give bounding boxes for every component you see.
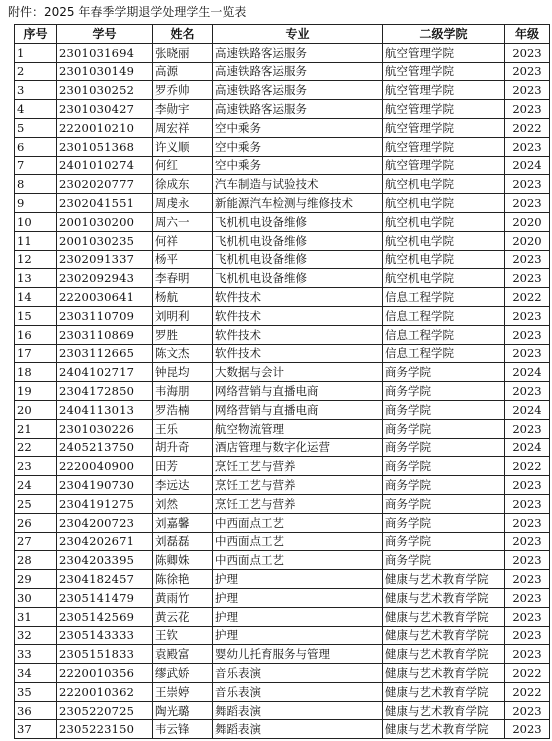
cell-major: 高速铁路客运服务 (213, 43, 383, 62)
cell-college: 航空机电学院 (383, 212, 505, 231)
cell-student-id: 2220030641 (57, 288, 153, 307)
cell-major: 烹饪工艺与营养 (213, 494, 383, 513)
cell-name: 高源 (153, 62, 213, 81)
cell-student-id: 2301051368 (57, 137, 153, 156)
cell-name: 罗胜 (153, 325, 213, 344)
cell-college: 信息工程学院 (383, 325, 505, 344)
cell-college: 健康与艺术教育学院 (383, 645, 505, 664)
cell-name: 袁殿富 (153, 645, 213, 664)
cell-name: 罗乔帅 (153, 81, 213, 100)
cell-name: 何红 (153, 156, 213, 175)
cell-grade: 2023 (505, 100, 550, 119)
table-row (15, 494, 550, 513)
cell-student-id: 2405213750 (57, 438, 153, 457)
cell-college: 商务学院 (383, 438, 505, 457)
cell-seq: 28 (15, 551, 57, 570)
cell-grade: 2024 (505, 156, 550, 175)
cell-major: 软件技术 (213, 344, 383, 363)
cell-student-id: 2304191275 (57, 494, 153, 513)
cell-grade: 2023 (505, 382, 550, 401)
cell-college: 航空机电学院 (383, 175, 505, 194)
cell-grade: 2023 (505, 175, 550, 194)
cell-college: 信息工程学院 (383, 344, 505, 363)
cell-college: 航空机电学院 (383, 269, 505, 288)
cell-grade: 2023 (505, 325, 550, 344)
cell-college: 健康与艺术教育学院 (383, 701, 505, 720)
cell-seq: 33 (15, 645, 57, 664)
cell-grade: 2023 (505, 607, 550, 626)
cell-seq: 19 (15, 382, 57, 401)
table-row (15, 137, 550, 156)
cell-major: 护理 (213, 626, 383, 645)
table-row (15, 626, 550, 645)
cell-college: 商务学院 (383, 476, 505, 495)
table-row (15, 664, 550, 683)
cell-student-id: 2305141479 (57, 588, 153, 607)
cell-college: 航空管理学院 (383, 118, 505, 137)
cell-college: 航空机电学院 (383, 231, 505, 250)
cell-name: 王钦 (153, 626, 213, 645)
cell-seq: 5 (15, 118, 57, 137)
cell-grade: 2022 (505, 118, 550, 137)
cell-grade: 2023 (505, 645, 550, 664)
table-body (15, 43, 550, 738)
cell-seq: 18 (15, 363, 57, 382)
table-row (15, 118, 550, 137)
cell-grade: 2023 (505, 250, 550, 269)
cell-seq: 6 (15, 137, 57, 156)
cell-seq: 2 (15, 62, 57, 81)
cell-grade: 2023 (505, 551, 550, 570)
table-row (15, 682, 550, 701)
header-grade: 年级 (505, 25, 550, 44)
cell-seq: 20 (15, 400, 57, 419)
cell-major: 大数据与会计 (213, 363, 383, 382)
cell-college: 航空管理学院 (383, 137, 505, 156)
table-row (15, 645, 550, 664)
table-row (15, 363, 550, 382)
table-row (15, 701, 550, 720)
cell-name: 陈卿姝 (153, 551, 213, 570)
cell-seq: 16 (15, 325, 57, 344)
cell-student-id: 2220010356 (57, 664, 153, 683)
table-row (15, 551, 550, 570)
cell-major: 烹饪工艺与营养 (213, 457, 383, 476)
header-major: 专业 (213, 25, 383, 44)
cell-seq: 4 (15, 100, 57, 119)
cell-grade: 2022 (505, 664, 550, 683)
cell-name: 刘然 (153, 494, 213, 513)
cell-student-id: 2401010274 (57, 156, 153, 175)
cell-name: 陈徐艳 (153, 570, 213, 589)
cell-major: 空中乘务 (213, 137, 383, 156)
cell-college: 健康与艺术教育学院 (383, 570, 505, 589)
cell-college: 商务学院 (383, 419, 505, 438)
cell-major: 飞机机电设备维修 (213, 250, 383, 269)
cell-college: 航空管理学院 (383, 43, 505, 62)
cell-student-id: 2305151833 (57, 645, 153, 664)
cell-grade: 2023 (505, 720, 550, 739)
cell-student-id: 2304202671 (57, 532, 153, 551)
cell-college: 商务学院 (383, 400, 505, 419)
cell-name: 刘嘉馨 (153, 513, 213, 532)
cell-college: 健康与艺术教育学院 (383, 720, 505, 739)
cell-major: 舞蹈表演 (213, 720, 383, 739)
table-row (15, 382, 550, 401)
cell-name: 周虔永 (153, 194, 213, 213)
cell-college: 商务学院 (383, 457, 505, 476)
cell-college: 商务学院 (383, 363, 505, 382)
cell-major: 中西面点工艺 (213, 551, 383, 570)
table-row (15, 344, 550, 363)
cell-seq: 9 (15, 194, 57, 213)
cell-major: 软件技术 (213, 325, 383, 344)
cell-grade: 2023 (505, 194, 550, 213)
cell-seq: 7 (15, 156, 57, 175)
table-row (15, 570, 550, 589)
cell-college: 信息工程学院 (383, 306, 505, 325)
cell-grade: 2023 (505, 570, 550, 589)
cell-student-id: 2304172850 (57, 382, 153, 401)
cell-grade: 2024 (505, 438, 550, 457)
cell-seq: 23 (15, 457, 57, 476)
cell-student-id: 2303110869 (57, 325, 153, 344)
cell-seq: 27 (15, 532, 57, 551)
cell-name: 周六一 (153, 212, 213, 231)
cell-student-id: 2220010362 (57, 682, 153, 701)
cell-major: 飞机机电设备维修 (213, 269, 383, 288)
cell-name: 徐成东 (153, 175, 213, 194)
cell-college: 商务学院 (383, 494, 505, 513)
cell-grade: 2024 (505, 363, 550, 382)
cell-grade: 2022 (505, 457, 550, 476)
cell-student-id: 2304182457 (57, 570, 153, 589)
cell-college: 健康与艺术教育学院 (383, 682, 505, 701)
cell-college: 健康与艺术教育学院 (383, 664, 505, 683)
cell-seq: 13 (15, 269, 57, 288)
cell-student-id: 2302091337 (57, 250, 153, 269)
cell-name: 杨航 (153, 288, 213, 307)
cell-grade: 2022 (505, 682, 550, 701)
header-seq: 序号 (15, 25, 57, 44)
cell-name: 王乐 (153, 419, 213, 438)
header-row (15, 25, 550, 44)
cell-college: 商务学院 (383, 532, 505, 551)
cell-grade: 2023 (505, 43, 550, 62)
cell-student-id: 2301031694 (57, 43, 153, 62)
cell-college: 健康与艺术教育学院 (383, 588, 505, 607)
cell-student-id: 2303110709 (57, 306, 153, 325)
table-row (15, 607, 550, 626)
cell-seq: 24 (15, 476, 57, 495)
cell-major: 音乐表演 (213, 664, 383, 683)
cell-student-id: 2303112665 (57, 344, 153, 363)
cell-grade: 2023 (505, 513, 550, 532)
cell-seq: 14 (15, 288, 57, 307)
cell-college: 航空机电学院 (383, 194, 505, 213)
cell-college: 航空机电学院 (383, 250, 505, 269)
withdrawal-students-table (14, 24, 550, 739)
cell-name: 李春明 (153, 269, 213, 288)
table-row (15, 419, 550, 438)
cell-seq: 29 (15, 570, 57, 589)
cell-seq: 26 (15, 513, 57, 532)
cell-name: 黄雨竹 (153, 588, 213, 607)
cell-grade: 2023 (505, 588, 550, 607)
cell-name: 杨平 (153, 250, 213, 269)
cell-college: 商务学院 (383, 513, 505, 532)
cell-student-id: 2301030427 (57, 100, 153, 119)
cell-major: 音乐表演 (213, 682, 383, 701)
cell-college: 航空管理学院 (383, 100, 505, 119)
document-caption: 附件：2025 年春季学期退学处理学生一览表 (8, 5, 247, 19)
cell-seq: 3 (15, 81, 57, 100)
cell-grade: 2023 (505, 344, 550, 363)
table-row (15, 288, 550, 307)
cell-major: 网络营销与直播电商 (213, 400, 383, 419)
cell-grade: 2023 (505, 626, 550, 645)
cell-name: 许义顺 (153, 137, 213, 156)
cell-college: 健康与艺术教育学院 (383, 607, 505, 626)
cell-seq: 22 (15, 438, 57, 457)
cell-grade: 2023 (505, 494, 550, 513)
table-row (15, 476, 550, 495)
table-row (15, 532, 550, 551)
cell-seq: 31 (15, 607, 57, 626)
cell-major: 护理 (213, 570, 383, 589)
cell-student-id: 2220040900 (57, 457, 153, 476)
cell-student-id: 2301030252 (57, 81, 153, 100)
cell-grade: 2023 (505, 137, 550, 156)
table-row (15, 43, 550, 62)
cell-student-id: 2001030200 (57, 212, 153, 231)
table-row (15, 156, 550, 175)
cell-seq: 8 (15, 175, 57, 194)
cell-college: 航空管理学院 (383, 62, 505, 81)
cell-student-id: 2305223150 (57, 720, 153, 739)
table-row (15, 400, 550, 419)
header-name: 姓名 (153, 25, 213, 44)
cell-name: 陈文杰 (153, 344, 213, 363)
table-row (15, 175, 550, 194)
cell-grade: 2022 (505, 288, 550, 307)
cell-name: 周宏祥 (153, 118, 213, 137)
table-row (15, 269, 550, 288)
header-student-id: 学号 (57, 25, 153, 44)
cell-major: 中西面点工艺 (213, 532, 383, 551)
cell-major: 高速铁路客运服务 (213, 100, 383, 119)
cell-seq: 25 (15, 494, 57, 513)
table-row (15, 100, 550, 119)
cell-name: 罗浩楠 (153, 400, 213, 419)
cell-seq: 10 (15, 212, 57, 231)
cell-major: 软件技术 (213, 288, 383, 307)
cell-student-id: 2404113013 (57, 400, 153, 419)
cell-grade: 2023 (505, 419, 550, 438)
cell-seq: 30 (15, 588, 57, 607)
cell-major: 新能源汽车检测与维修技术 (213, 194, 383, 213)
cell-major: 高速铁路客运服务 (213, 81, 383, 100)
cell-name: 张晓丽 (153, 43, 213, 62)
table-row (15, 588, 550, 607)
table-row (15, 194, 550, 213)
cell-student-id: 2304190730 (57, 476, 153, 495)
header-college: 二级学院 (383, 25, 505, 44)
cell-seq: 35 (15, 682, 57, 701)
cell-major: 护理 (213, 588, 383, 607)
table-row (15, 212, 550, 231)
cell-student-id: 2302092943 (57, 269, 153, 288)
cell-major: 网络营销与直播电商 (213, 382, 383, 401)
cell-name: 刘明利 (153, 306, 213, 325)
table-row (15, 81, 550, 100)
cell-major: 中西面点工艺 (213, 513, 383, 532)
cell-name: 陶光璐 (153, 701, 213, 720)
cell-name: 刘磊磊 (153, 532, 213, 551)
cell-major: 空中乘务 (213, 156, 383, 175)
table-row (15, 720, 550, 739)
cell-major: 舞蹈表演 (213, 701, 383, 720)
cell-grade: 2023 (505, 62, 550, 81)
cell-major: 婴幼儿托育服务与管理 (213, 645, 383, 664)
cell-student-id: 2302020777 (57, 175, 153, 194)
cell-student-id: 2220010210 (57, 118, 153, 137)
cell-major: 飞机机电设备维修 (213, 212, 383, 231)
table-row (15, 513, 550, 532)
cell-student-id: 2001030235 (57, 231, 153, 250)
cell-grade: 2024 (505, 400, 550, 419)
cell-name: 钟昆均 (153, 363, 213, 382)
cell-college: 航空管理学院 (383, 81, 505, 100)
table-row (15, 438, 550, 457)
cell-seq: 11 (15, 231, 57, 250)
cell-student-id: 2301030149 (57, 62, 153, 81)
cell-major: 软件技术 (213, 306, 383, 325)
cell-name: 李远达 (153, 476, 213, 495)
cell-major: 飞机机电设备维修 (213, 231, 383, 250)
cell-major: 空中乘务 (213, 118, 383, 137)
cell-major: 航空物流管理 (213, 419, 383, 438)
cell-student-id: 2302041551 (57, 194, 153, 213)
cell-seq: 15 (15, 306, 57, 325)
cell-grade: 2023 (505, 701, 550, 720)
cell-major: 高速铁路客运服务 (213, 62, 383, 81)
cell-college: 健康与艺术教育学院 (383, 626, 505, 645)
cell-seq: 37 (15, 720, 57, 739)
cell-student-id: 2304200723 (57, 513, 153, 532)
cell-name: 韦海朋 (153, 382, 213, 401)
cell-name: 何祥 (153, 231, 213, 250)
cell-grade: 2023 (505, 306, 550, 325)
cell-seq: 34 (15, 664, 57, 683)
cell-seq: 36 (15, 701, 57, 720)
table-header (15, 25, 550, 44)
cell-seq: 12 (15, 250, 57, 269)
cell-college: 商务学院 (383, 551, 505, 570)
cell-seq: 21 (15, 419, 57, 438)
cell-name: 胡升奇 (153, 438, 213, 457)
table-row (15, 250, 550, 269)
cell-name: 黄云花 (153, 607, 213, 626)
cell-student-id: 2301030226 (57, 419, 153, 438)
cell-seq: 1 (15, 43, 57, 62)
cell-student-id: 2305220725 (57, 701, 153, 720)
cell-student-id: 2305142569 (57, 607, 153, 626)
cell-major: 酒店管理与数字化运营 (213, 438, 383, 457)
cell-college: 信息工程学院 (383, 288, 505, 307)
table-row (15, 231, 550, 250)
table-row (15, 306, 550, 325)
cell-grade: 2020 (505, 212, 550, 231)
table-row (15, 457, 550, 476)
cell-seq: 32 (15, 626, 57, 645)
cell-college: 航空管理学院 (383, 156, 505, 175)
cell-grade: 2023 (505, 81, 550, 100)
cell-student-id: 2305143333 (57, 626, 153, 645)
cell-name: 缪武娇 (153, 664, 213, 683)
cell-major: 烹饪工艺与营养 (213, 476, 383, 495)
cell-grade: 2020 (505, 231, 550, 250)
cell-major: 汽车制造与试验技术 (213, 175, 383, 194)
cell-seq: 17 (15, 344, 57, 363)
cell-name: 韦云锋 (153, 720, 213, 739)
cell-major: 护理 (213, 607, 383, 626)
cell-college: 商务学院 (383, 382, 505, 401)
cell-grade: 2023 (505, 476, 550, 495)
cell-name: 王崇婷 (153, 682, 213, 701)
cell-name: 田芳 (153, 457, 213, 476)
cell-student-id: 2304203395 (57, 551, 153, 570)
table-row (15, 325, 550, 344)
table-row (15, 62, 550, 81)
cell-grade: 2023 (505, 532, 550, 551)
cell-name: 李勋宇 (153, 100, 213, 119)
cell-grade: 2023 (505, 269, 550, 288)
cell-student-id: 2404102717 (57, 363, 153, 382)
